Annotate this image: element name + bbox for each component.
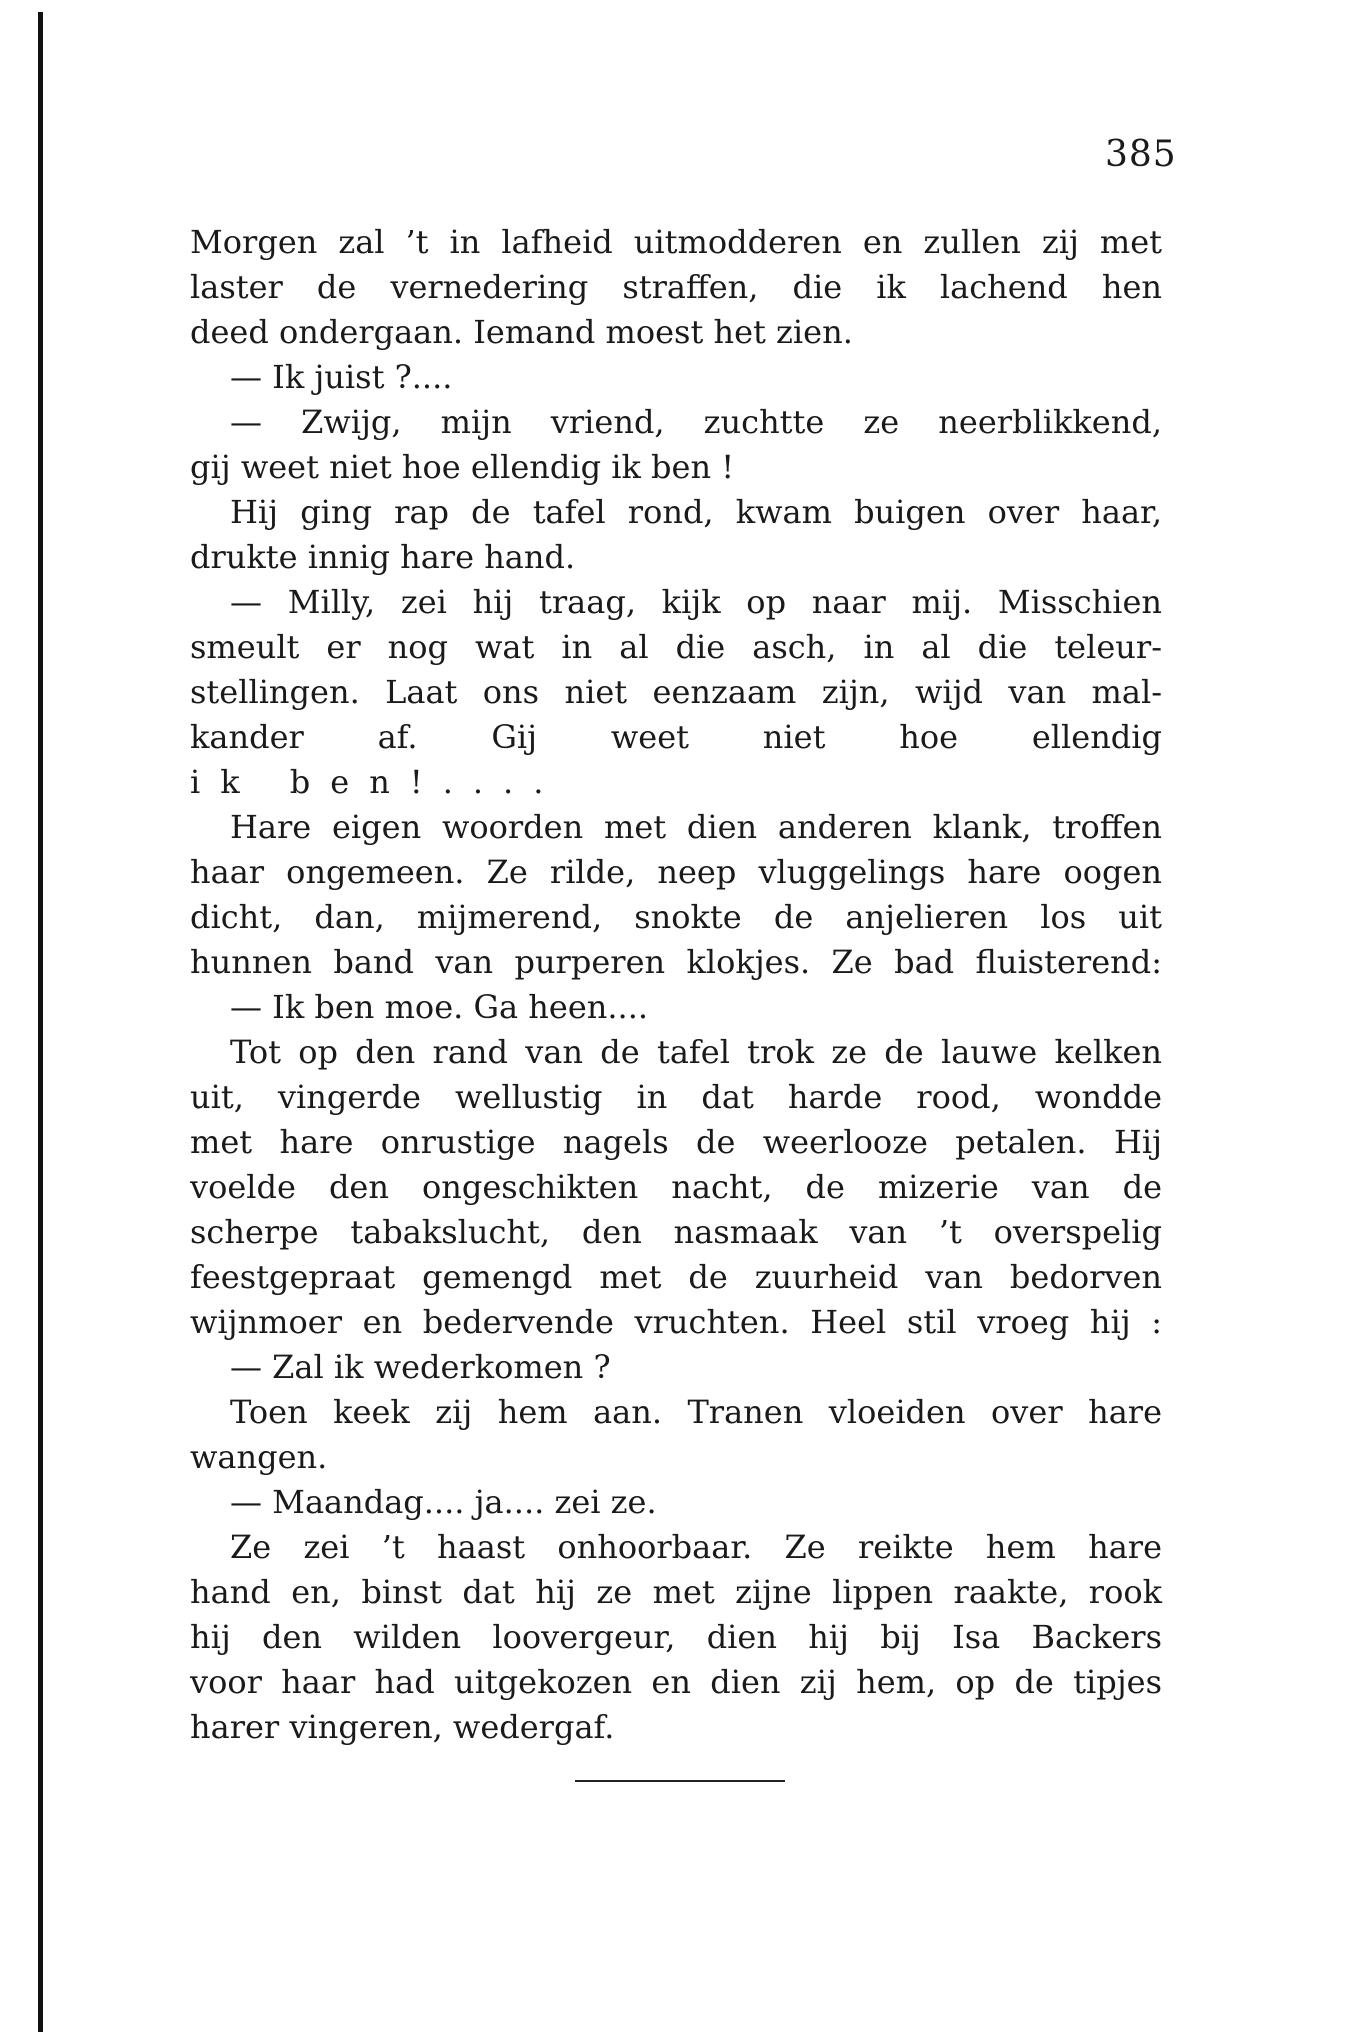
text-line: smeult er nog wat in al die asch, in al die teleur- bbox=[190, 628, 1162, 666]
text-line: hunnen band van purperen klokjes. Ze bad fluisterend: bbox=[190, 943, 1162, 981]
page-number: 385 bbox=[1105, 134, 1177, 175]
text-line: haar ongemeen. Ze rilde, neep vluggelings hare oogen bbox=[190, 853, 1162, 891]
body-text bbox=[190, 220, 1162, 1750]
text-line: wangen. bbox=[190, 1438, 328, 1476]
text-line: dicht, dan, mijmerend, snokte de anjelieren los uit bbox=[190, 898, 1162, 936]
text-line: voelde den ongeschikten nacht, de mizerie van de bbox=[190, 1168, 1162, 1206]
text-line: scherpe tabakslucht, den nasmaak van ’t overspelig bbox=[190, 1213, 1162, 1251]
text-line: feestgepraat gemengd met de zuurheid van bedorven bbox=[190, 1258, 1162, 1296]
text-line: Hij ging rap de tafel rond, kwam buigen over haar, bbox=[230, 493, 1162, 531]
text-line: ik ben!.... bbox=[190, 763, 564, 801]
text-line: Morgen zal ’t in lafheid uitmodderen en zullen zij met bbox=[190, 223, 1162, 261]
text-line: deed ondergaan. Iemand moest het zien. bbox=[190, 313, 853, 351]
text-line: hij den wilden loovergeur, dien hij bij Isa Backers bbox=[190, 1618, 1162, 1656]
text-line: uit, vingerde wellustig in dat harde rood, wondde bbox=[190, 1078, 1162, 1116]
text-line: — Milly, zei hij traag, kijk op naar mij. Misschien bbox=[230, 583, 1162, 621]
text-line: Tot op den rand van de tafel trok ze de lauwe kelken bbox=[230, 1033, 1162, 1071]
text-line: Hare eigen woorden met dien anderen klank, troffen bbox=[230, 808, 1162, 846]
text-line: — Maandag.... ja.... zei ze. bbox=[230, 1483, 657, 1521]
text-line: — Zal ik wederkomen ? bbox=[230, 1348, 611, 1386]
text-line: gij weet niet hoe ellendig ik ben ! bbox=[190, 448, 735, 486]
text-line: — Ik juist ?.... bbox=[230, 358, 453, 396]
text-line: stellingen. Laat ons niet eenzaam zijn, wijd van mal- bbox=[190, 673, 1162, 711]
text-line: Toen keek zij hem aan. Tranen vloeiden over hare bbox=[230, 1393, 1162, 1431]
text-line: — Ik ben moe. Ga heen.... bbox=[230, 988, 649, 1026]
text-line: laster de vernedering straffen, die ik lachend hen bbox=[190, 268, 1162, 306]
text-line: — Zwijg, mijn vriend, zuchtte ze neerblikkend, bbox=[230, 403, 1162, 441]
text-line: kander af. Gij weet niet hoe ellendig bbox=[190, 718, 1162, 756]
section-end-rule bbox=[575, 1780, 785, 1782]
text-line: harer vingeren, wedergaf. bbox=[190, 1708, 615, 1746]
page-spine-edge bbox=[38, 12, 43, 2032]
text-line: hand en, binst dat hij ze met zijne lippen raakte, rook bbox=[190, 1573, 1162, 1611]
text-line: wijnmoer en bedervende vruchten. Heel stil vroeg hij : bbox=[190, 1303, 1162, 1341]
text-line: Ze zei ’t haast onhoorbaar. Ze reikte hem hare bbox=[230, 1528, 1162, 1566]
text-line: met hare onrustige nagels de weerlooze petalen. Hij bbox=[190, 1123, 1162, 1161]
text-line: drukte innig hare hand. bbox=[190, 538, 576, 576]
text-line: voor haar had uitgekozen en dien zij hem, op de tipjes bbox=[190, 1663, 1162, 1701]
